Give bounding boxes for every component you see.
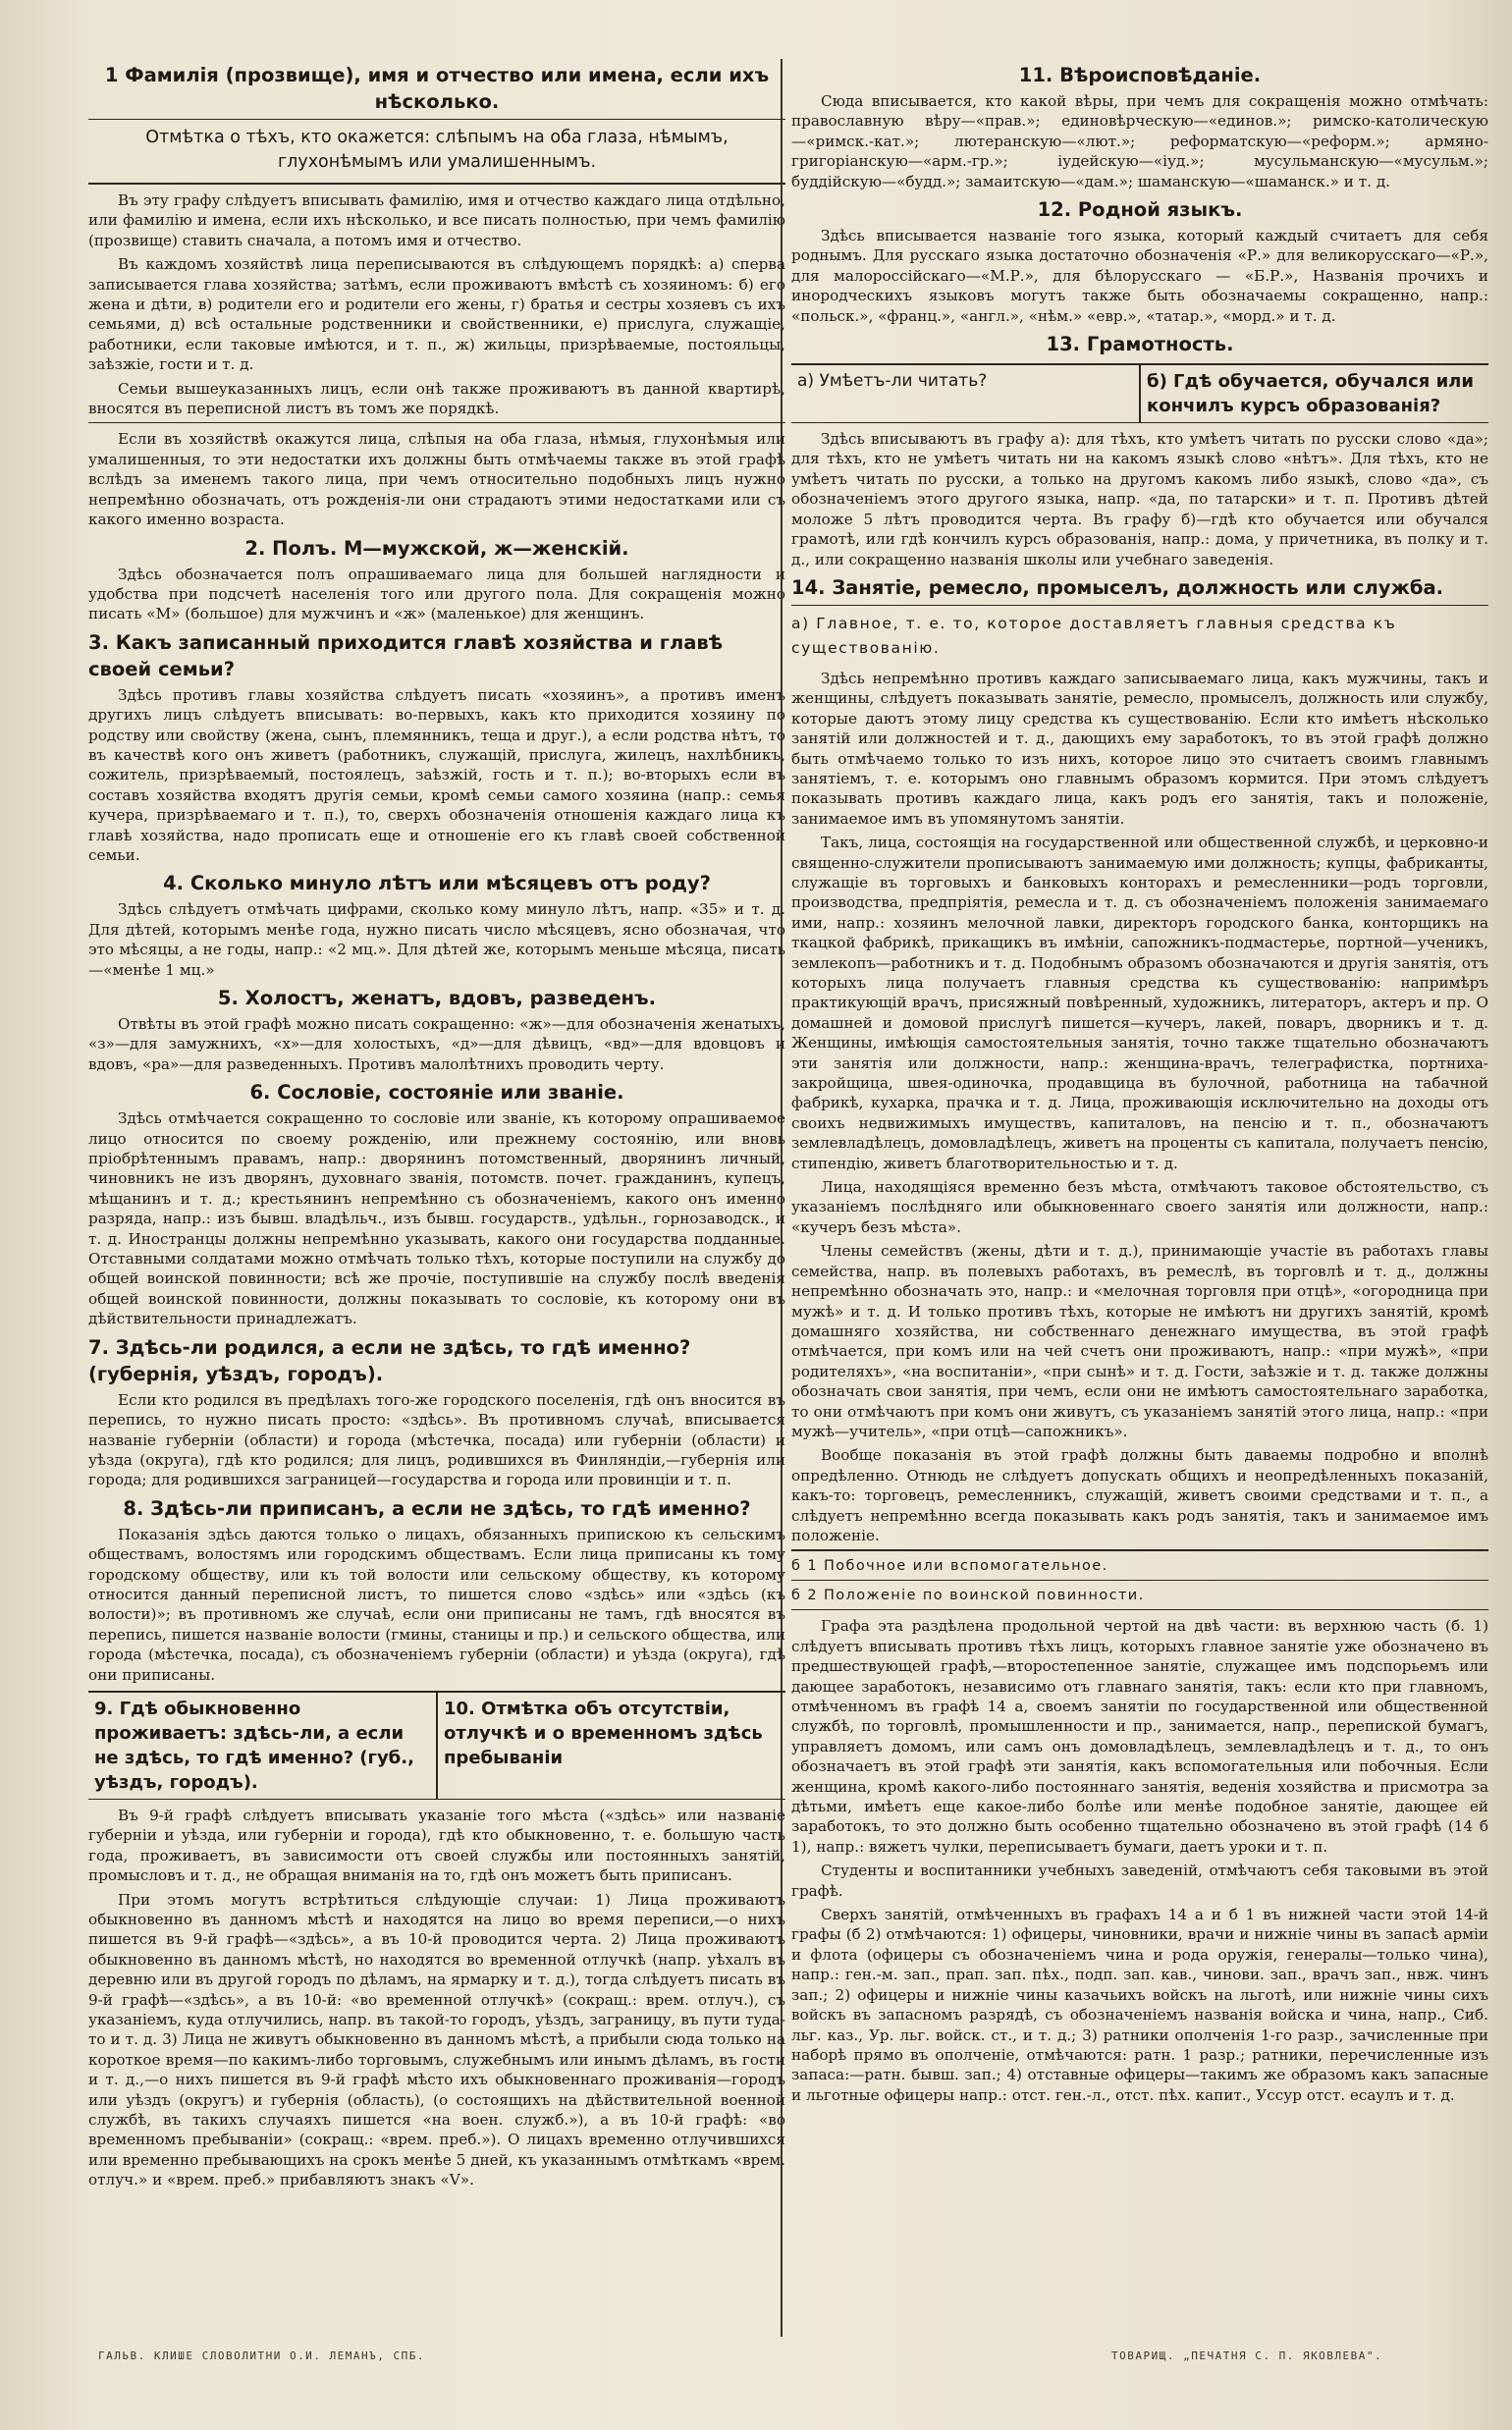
section-14-p3: Лица, находящіяся временно безъ мѣста, отмѣчаютъ таковое обстоятельство, съ указаніемъ послѣдняго или обыкновеннаго своего занятія или должности, напр.: «кучеръ безъ мѣста». xyxy=(791,1178,1488,1236)
section-8-title: 8. Здѣсь-ли приписанъ, а если не здѣсь, то гдѣ именно? xyxy=(123,1496,751,1520)
section-3-p1: Здѣсь противъ главы хозяйства слѣдуетъ писать «хозяинъ», а противъ именъ другихъ лицъ слѣдуетъ вписывать: во-первыхъ, какъ кто приходится хозяину по родству или свойству (жена, сынъ, племянникъ, теща и друг.), а если родства нѣтъ, то въ качествѣ кого онъ живетъ (работникъ, служащій, прислуга, жилецъ, нахлѣбникъ, сожитель, призрѣваемый, постоялецъ, заѣзжій, гость и т. п.); во-вторыхъ если въ составъ хозяйства входятъ другія семьи, кромѣ семьи самого хозяина (напр.: семья кучера, призрѣваемаго и т. п.), то, сверхъ обозначенія отношенія каждаго лица къ главѣ хозяйства, надо прописать еще и отношеніе его къ главѣ своей собственной семьи. xyxy=(88,685,785,864)
section-14a-title: а) Главное, т. е. то, которое доставляетъ главныя средства къ существованію. xyxy=(791,614,1397,657)
section-14-p7: Студенты и воспитанники учебныхъ заведеній, отмѣчаютъ себя таковыми въ этой графѣ. xyxy=(791,1862,1488,1900)
section-11-title: 11. Вѣроисповѣданіе. xyxy=(1018,64,1262,86)
section-9-p1: Въ 9-й графѣ слѣдуетъ вписывать указаніе того мѣста («здѣсь» или названіе губерніи и уѣзда, или губерніи и города), гдѣ кто обыкновенно, т. е. большую часть года, проживаетъ, въ зависимости отъ своей службы или постоянныхъ занятій, промысловъ и т. д., не обращая вниманія на то, гдѣ онъ можетъ быть приписанъ. xyxy=(88,1806,785,1885)
section-4-p1: Здѣсь слѣдуетъ отмѣчать цифрами, сколько кому минуло лѣтъ, напр. «35» и т. д. Для дѣтей, которымъ менѣе года, нужно писать число мѣсяцевъ, ясно обозначая, что это мѣсяцы, а не годы, напр.: «2 мц.». Для дѣтей же, которымъ меньше мѣсяца, писать—«менѣе 1 мц.» xyxy=(88,900,785,979)
section-4-title: 4. Сколько минуло лѣтъ или мѣсяцевъ отъ роду? xyxy=(163,872,711,895)
section-14-title: 14. Занятіе, ремесло, промыселъ, должность или служба. xyxy=(791,575,1444,599)
section-13-p1: Здѣсь вписываютъ въ графу а): для тѣхъ, кто умѣетъ читать по русски слово «да»; для тѣхъ, кто не умѣетъ читать ни на какомъ языкѣ слово «нѣтъ». Для тѣхъ, кто не умѣетъ читать по русски, а только на другомъ какомъ либо языкѣ, слово «да», съ обозначеніемъ этого другого языка, напр. «да, по татарски» и т. п. Противъ дѣтей моложе 5 лѣтъ проводится черта. Въ графу б)—гдѣ кто обучается или обучался грамотѣ, или гдѣ кончилъ курсъ образованія, напр.: дома, у причетника, въ полку и т. д., или сокращенно названія школы или учебнаго заведенія. xyxy=(791,430,1488,568)
section-7-p1: Если кто родился въ предѣлахъ того-же городского поселенія, гдѣ онъ вносится въ перепись, то нужно писать просто: «здѣсь». Въ противномъ случаѣ, вписывается названіе губерніи (области) и города (мѣстечка, посада) или губерніи (области) и уѣзда (округа), гдѣ кто родился; для лицъ, родившихся въ Финляндіи,—губернія или города; для родившихся заграницей—государства и города или провинціи и т. п. xyxy=(88,1390,785,1489)
section-13b-title: б) Гдѣ обучается, обучался или кончилъ курсъ образованія? xyxy=(1139,365,1488,422)
section-9-p2: При этомъ могутъ встрѣтиться слѣдующіе случаи: 1) Лица проживаютъ обыкновенно въ данномъ мѣстѣ и находятся на лицо во время переписи,—о нихъ пишется въ 9-й графѣ—«здѣсь», а въ 10-й проводится черта. 2) Лица проживаютъ обыкновенно въ данномъ мѣстѣ, но находятся во временной отлучкѣ (напр. уѣхалъ въ деревню или въ другой городъ по дѣламъ, на ярмарку и т. д.), тогда слѣдуетъ писать въ 9-й графѣ—«здѣсь», а въ 10-й: «во временной отлучкѣ» (сокращ.: врем. отлуч.), съ указаніемъ, куда отлучились, напр. въ такой-то городъ, уѣздъ, заграницу, въ пути туда-то и т. д. 3) Лица не живутъ обыкновенно въ данномъ мѣстѣ, а прибыли сюда только на короткое время—по какимъ-либо торговымъ, служебнымъ или инымъ дѣламъ, въ гости и т. д.,—о нихъ пишется въ 9-й графѣ мѣсто ихъ обыкновеннаго проживанія—городъ или уѣздъ (округъ) и губернія (область), (о состоящихъ на дѣйствительной военной службѣ, въ такихъ случаяхъ пишется «на воен. служб.»), а въ 10-й графѣ: «во временномъ пребываніи» (сокращ.: «врем. преб.»). О лицахъ временно отлучившихся или временно пребывающихъ на срокъ менѣе 5 дней, къ указаннымъ отмѣткамъ «врем. отлуч.» и «врем. преб.» прибавляютъ знакъ «V». xyxy=(88,1890,785,2189)
left-column xyxy=(88,57,785,2345)
rule xyxy=(88,183,785,185)
section-11-p1: Сюда вписывается, кто какой вѣры, при чемъ для сокращенія можно отмѣчать: православную вѣру—«прав.»; единовѣрческую—«единов.»; римско-католическую—«римск.-кат.»; лютеранскую—«лют.»; реформатскую—«реформ.»; армяно-григоріанскую—«арм.-гр.»; іудейскую—«іуд.»; мусульманскую—«мусульм.»; буддійскую—«будд.»; замаитскую—«дам.»; шаманскую—«шаманск.» и т. д. xyxy=(791,92,1488,190)
section-14-p1: Здѣсь непремѣнно противъ каждаго записываемаго лица, какъ мужчины, такъ и женщины, слѣдуетъ показывать занятіе, ремесло, промыселъ, должность или службу, которые даютъ этому лицу средства къ существованію. Если кто имѣетъ нѣсколько занятій или должностей и т. д., дающихъ ему заработокъ, то въ этой графѣ должно быть отмѣчаемо только то изъ нихъ, которое лицо это считаетъ своимъ главнымъ занятіемъ, т. е. которымъ оно главнымъ образомъ кормится. При этомъ слѣдуетъ показывать противъ каждаго лица, какъ родъ его занятія, такъ и положеніе, занимаемое имъ въ упомянутомъ занятіи. xyxy=(791,669,1488,828)
section-1-note: Отмѣтка о тѣхъ, кто окажется: слѣпымъ на оба глаза, нѣмымъ, глухонѣмымъ или умалишеннымъ. xyxy=(145,128,729,172)
section-1-p2: Въ каждомъ хозяйствѣ лица переписываются въ слѣдующемъ порядкѣ: а) сперва записывается глава хозяйства; затѣмъ, если проживаютъ вмѣстѣ съ хозяиномъ: б) его жена и дѣти, в) родители его и родители его жены, г) братья и сестры хозяевъ съ ихъ семьями, д) всѣ остальные родственники и свойственники, е) прислуга, служащіе, работники, если таковые имѣются, и т. п., ж) жильцы, призрѣваемые, постояльцы, заѣзжіе, гости и т. д. xyxy=(88,255,785,374)
section-14-p8: Сверхъ занятій, отмѣченныхъ въ графахъ 14 а и б 1 въ нижней части этой 14-й графы (б 2) отмѣчаются: 1) офицеры, чиновники, врачи и нижніе чины въ запасѣ арміи и флота (офицеры съ обозначеніемъ чина и рода оружія, генералы—только чина), напр.: ген.-м. зап., прап. зап. пѣх., подп. зап. кав., чинови. зап., врачъ зап., нвж. чинъ зап.; 2) офицеры и нижніе чины казачьихъ войскъ на льготѣ, или нижніе чины сихъ войскъ въ запасномъ разрядѣ, съ обозначеніемъ названія войска и чина, напр., Сиб. льг. каз., Ур. льг. войск. ст., и т. д.; 3) ратники ополченія 1-го разр., зачисленные при наборѣ прямо въ ополченіе, отмѣчаются: ратн. 1 разр.; ратники, перечисленные изъ запаса:—ратн. бывш. зап.; 4) отставные офицеры—такимъ же образомъ какъ запасные и льготные офицеры напр.: отст. ген.-л., отст. пѣх. капит., Уссур отст. есаулъ и т. д. xyxy=(791,1906,1488,2104)
section-6-title: 6. Сословіе, состояніе или званіе. xyxy=(249,1081,624,1105)
rule xyxy=(88,422,785,423)
section-12-p1: Здѣсь вписывается названіе того языка, который каждый считаетъ для себя роднымъ. Для русскаго языка достаточно обозначенія «Р.» для великорусскаго—«Р.», для малороссійскаго—«М.Р.», для бѣлорусскаго — «Б.Р.», Названія прочихъ и инородческихъ языковъ могутъ также быть обозначаемы сокращенно, напр.: «польск.», «франц.», «англ.», «нѣм.» «евр.», «татар.», «морд.» и т. д. xyxy=(791,227,1488,325)
printer-credit-left: ГАЛЬВ. КЛИШЕ СЛОВОЛИТНИ О.И. ЛЕМАНЪ, СПБ. xyxy=(98,2349,426,2362)
section-14-p5: Вообще показанія въ этой графѣ должны быть даваемы подробно и вполнѣ опредѣленно. Отнюдь не слѣдуетъ допускать общихъ и неопредѣленныхъ показаній, какъ-то: торговецъ, ремесленникъ, служащій, живетъ своими средствами и т. п., а слѣдуетъ непремѣнно всегда показывать какъ родъ занятія, такъ и занимаемое имъ положеніе. xyxy=(791,1446,1488,1544)
section-6-p1: Здѣсь отмѣчается сокращенно то сословіе или званіе, къ которому опрашиваемое лицо относится по своему рожденію, или прежнему состоянію, или вновь пріобрѣтеннымъ правамъ, напр.: дворянинъ потомственный, дворянинъ личный, чиновникъ не изъ дворянъ, духовнаго званія, потомств. почет. гражданинъ, купецъ, мѣщанинъ и т. д.; крестьянинъ непремѣнно съ обозначеніемъ, какого онъ именно разряда, напр.: изъ бывш. владѣльч., изъ бывш. государств., удѣльн., горнозаводск., и т. д. Иностранцы должны непремѣнно указывать, какого они государства подданные. Отставными солдатами можно отмѣчать только тѣхъ, которые поступили на службу до общей воинской повинности; всѣ же прочіе, поступившіе на службу послѣ введенія общей воинской повинности, должны показывать то сословіе, къ которому они въ дѣйствительности принадлежатъ. xyxy=(88,1109,785,1328)
section-7-title: 7. Здѣсь-ли родился, а если не здѣсь, то гдѣ именно? (губернія, уѣздъ, городъ). xyxy=(88,1335,691,1385)
section-9-title: 9. Гдѣ обыкновенно проживаетъ: здѣсь-ли, а если не здѣсь, то гдѣ именно? (губ., уѣздъ, городъ). xyxy=(94,1698,414,1793)
section-13a-title: а) Умѣетъ-ли читать? xyxy=(797,371,988,392)
printer-credit-right: ТОВАРИЩ. „ПЕЧАТНЯ С. П. ЯКОВЛЕВА". xyxy=(1111,2349,1383,2362)
rule xyxy=(791,1609,1488,1610)
section-13-title: 13. Грамотность. xyxy=(1046,333,1234,356)
section-3-title: 3. Какъ записанный приходится главѣ хозяйства и главѣ своей семьи? xyxy=(88,630,724,680)
right-column xyxy=(791,57,1488,2345)
section-10-title: 10. Отмѣтка объ отсутствіи, отлучкѣ и о временномъ здѣсь пребываніи xyxy=(436,1693,785,1799)
section-1-p4: Если въ хозяйствѣ окажутся лица, слѣпыя на оба глаза, нѣмыя, глухонѣмыя или умалишенныя, то эти недостатки ихъ должны быть отмѣчаемы также въ этой графѣ вслѣдъ за именемъ такого лица, при чемъ относительно подобныхъ лицъ нужно непремѣнно обозначать, отъ рожденія-ли они страдаютъ этими недостатками или съ какого именно возраста. xyxy=(88,430,785,529)
section-14-p2: Такъ, лица, состоящія на государственной или общественной службѣ, и церковно-и священно-служители прописываютъ занимаемую ими должность; купцы, фабриканты, служащіе въ торговыхъ и банковыхъ конторахъ и ремесленники—родъ торговли, производства, предпріятія, ремесла и т. д. съ обозначеніемъ положенія занимаемаго ими, напр.: хозяинъ мелочной лавки, директоръ городского банка, конторщикъ на ткацкой фабрикѣ, прикащикъ въ имѣніи, сапожникъ-подмастерье, портной—ученикъ, землекопъ—работникъ и т. д. Подобнымъ образомъ обозначаются и другія занятія, отъ которыхъ лица получаетъ главныя средства къ существованію: напримѣръ практикующій врачъ, присяжный повѣренный, художникъ, литераторъ, актеръ и пр. О домашней и домовой прислугѣ пишется—кучеръ, лакей, поваръ, дворникъ и т. д. Женщины, имѣющія самостоятельныя занятія, точно также тщательно обозначаютъ эти занятія или должности, напр.: женщина-врачъ, телеграфистка, портниха-закройщица, швея-одиночка, продавщица въ булочной, работница на табачной фабрикѣ, кухарка, прачка и т. д. Лица, проживающія исключительно на доходы отъ своихъ недвижимыхъ имуществъ, капиталовъ, на пенсію и т. п., обозначаютъ землевладѣлецъ, домовладѣлецъ, живетъ на проценты съ капитала, получаетъ пенсію, стипендію, живетъ благотворительностью и т. д. xyxy=(791,834,1488,1172)
section-9-10-header xyxy=(88,1691,785,1800)
section-14b1-title: б 1 Побочное или вспомогательное. xyxy=(791,1558,1108,1575)
section-14-p6: Графа эта раздѣлена продольной чертой на двѣ части: въ верхнюю часть (б. 1) слѣдуетъ вписывать противъ тѣхъ лицъ, которыхъ главное занятіе уже обозначено въ предшествующей графѣ,—второстепенное занятіе, служащее имъ подспорьемъ или дающее заработокъ, независимо отъ главнаго занятія, такъ: если кто при главномъ, отмѣченномъ въ графѣ 14 а, своемъ занятіи по государственной или общественной службѣ, по торговлѣ, промышленности и пр., занимается, напр., перепиской бумагъ, управляетъ домомъ, или самъ онъ домовладѣлецъ, землевладѣлецъ и т. д., то онъ обозначаетъ въ этой графѣ эти занятія, какъ вспомогательныя или побочныя. Если женщина, кромѣ какого-либо постояннаго занятія, веденія хозяйства и присмотра за дѣтьми, имѣетъ еще какое-либо болѣе или менѣе подобное занятіе, дающее ей заработокъ, то это должно быть особенно тщательно обозначено въ этой графѣ (14 б 1), напр.: вяжетъ чулки, переписываетъ бумаги, даетъ уроки и т. п. xyxy=(791,1617,1488,1856)
rule xyxy=(88,119,785,120)
section-13-header xyxy=(791,363,1488,423)
section-1-p1: Въ эту графу слѣдуетъ вписывать фамилію, имя и отчество каждаго лица отдѣльно, или фамилію и имена, если ихъ нѣсколько, и все писать полностью, при чемъ фамилію (прозвище) ставить сначала, а потомъ имя и отчество. xyxy=(88,191,785,249)
section-5-p1: Отвѣты въ этой графѣ можно писать сокращенно: «ж»—для обозначенія женатыхъ, «з»—для замужнихъ, «х»—для холостыхъ, «д»—для дѣвицъ, «вд»—для вдовцовъ и вдовъ, «ра»—для разведенныхъ. Противъ малолѣтнихъ проводить черту. xyxy=(88,1015,785,1073)
rule xyxy=(791,605,1488,606)
section-14-p4: Члены семействъ (жены, дѣти и т. д.), принимающіе участіе въ работахъ главы семейства, напр. въ полевыхъ работахъ, въ ремеслѣ, въ торговлѣ и т. д., должны непремѣнно обозначать это, напр.: и «мелочная торговля при отцѣ», «огородница при мужѣ» и т. д. И только противъ тѣхъ, которые не имѣютъ ни другихъ занятій, кромѣ домашняго хозяйства, ни собственнаго денежнаго имущества, въ этой графѣ отмѣчается, при комъ или на чей счетъ они проживаютъ, напр.: «при мужѣ», «при родителяхъ», «на воспитаніи», «при сынѣ» и т. д. Гости, заѣзжіе и т. д. также должны обозначать свои занятія, при чемъ, если они не имѣютъ самостоятельнаго заработка, то они отмѣчаютъ при комъ они живутъ, съ указаніемъ занятій этого лица, напр.: «при мужѣ—учитель», «при отцѣ—сапожникъ». xyxy=(791,1242,1488,1440)
section-12-title: 12. Родной языкъ. xyxy=(1037,198,1243,222)
section-14b2-title: б 2 Положеніе по воинской повинности. xyxy=(791,1588,1145,1604)
section-1-title: 1 Фамилія (прозвище), имя и отчество или имена, если ихъ нѣсколько. xyxy=(104,64,770,113)
rule xyxy=(791,1549,1488,1551)
section-5-title: 5. Холостъ, женатъ, вдовъ, разведенъ. xyxy=(217,987,657,1009)
rule xyxy=(791,1580,1488,1581)
section-8-p1: Показанія здѣсь даются только о лицахъ, обязанныхъ припискою къ сельскимъ обществамъ, волостямъ или городскимъ обществамъ. Если лица приписаны къ тому городскому обществу, или къ той волости или сельскому обществу, къ которому относится данный переписной листъ, то пишется слово «здѣсь» или «здѣсь (къ волости)»; въ противномъ же случаѣ, если они приписаны не тамъ, гдѣ вносятся въ перепись, пишется названіе волости (гмины, станицы и пр.) и сельского общества, или города (мѣстечка, посада), съ обозначеніемъ губерніи (области) и уѣзда (округа), гдѣ они приписаны. xyxy=(88,1525,785,1684)
section-2-title: 2. Полъ. М—мужской, ж—женскій. xyxy=(244,536,629,560)
section-1-p3: Семьи вышеуказанныхъ лицъ, если онѣ также проживаютъ въ данной квартирѣ, вносятся въ переписной листъ въ томъ же порядкѣ. xyxy=(88,379,785,418)
section-2-p1: Здѣсь обозначается полъ опрашиваемаго лица для большей наглядности и удобства при подсчетѣ населенія того или другого пола. Для сокращенія можно писать «М» (большое) для мужчинъ и «ж» (маленькое) для женщинъ. xyxy=(88,565,785,623)
